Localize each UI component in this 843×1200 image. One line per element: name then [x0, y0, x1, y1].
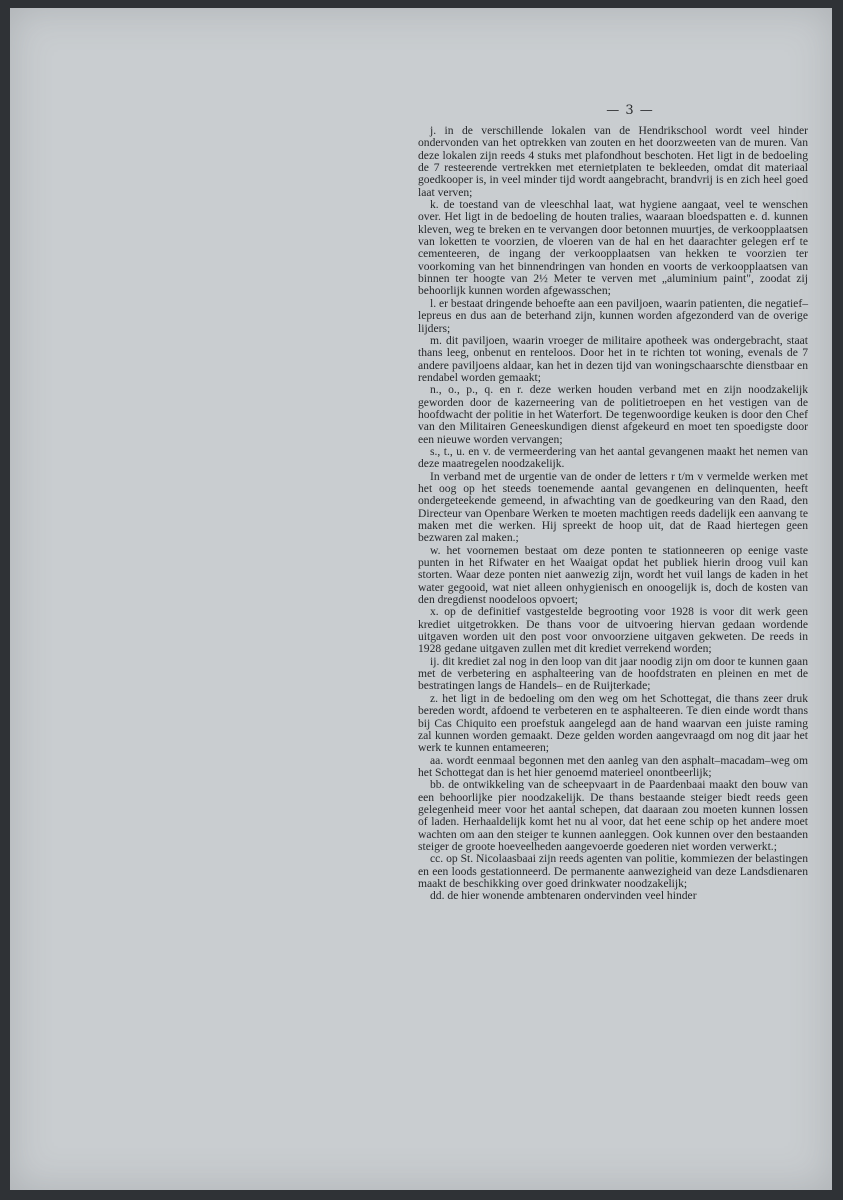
text-column	[418, 125, 808, 903]
paragraph-w: w. het voornemen bestaat om deze ponten te stationneeren op eenige vaste punten in het Rifwater en het Waaigat opdat het publiek hierin droog vuil kan storten. Waar deze ponten niet aanwezig zijn, wordt het vuil langs de kaden in het water gegooid, wat niet alleen onhygienisch en onoogelijk is, doch de kosten van den dregdienst noodeloos opvoert;	[418, 543, 808, 607]
paragraph-j: j. in de verschillende lokalen van de Hendrikschool wordt veel hinder ondervonden van het optrekken van zouten en het doorzweeten van de muren. Van deze lokalen zijn reeds 4 stuks met plafondhout beschoten. Het ligt in de bedoeling de 7 resteerende vertrekken met eternietplaten te bekleeden, omdat dit materiaal goedkooper is, in veel minder tijd wordt aangebracht, brandvrij is en zich heel goed laat verven;	[418, 124, 808, 199]
paragraph-ij: ij. dit krediet zal nog in den loop van dit jaar noodig zijn om door te kunnen gaan met de verbetering en asphalteering van de hoofdstraten en pleinen en met de bestratingen langs de Handels– en de Ruijterkade;	[418, 654, 808, 693]
paragraph-cc: cc. op St. Nicolaasbaai zijn reeds agenten van politie, kommiezen der belastingen en een loods gestationneerd. De permanente aanwezigheid van deze Landsdienaren maakt de beschikking over goed drinkwater noodzakelijk;	[418, 852, 808, 890]
paragraph-k: k. de toestand van de vleeschhal laat, wat hygiene aangaat, veel te wenschen over. Het ligt in de bedoeling de houten tralies, waaraan bloedspatten e. d. kunnen kleven, weg te breken en te vervangen door betonnen muurtjes, de verkoopplaatsen van loketten te voorzien, de vloeren van de hal en het daarachter gelegen erf te cementeeren, de ingang der verkoopplaatsen van hekken te voorzien ter voorkoming van het binnendringen van honden en voorts de verkoopplaatsen van binnen ter hoogte van 2½ Meter te verven met „aluminium paint", zoodat zij behoorlijk kunnen worden afgewasschen;	[418, 198, 808, 298]
document-page	[10, 8, 832, 1190]
paragraph-aa: aa. wordt eenmaal begonnen met den aanleg van den asphalt–macadam–weg om het Schottegat dan is het hier genoemd materieel onontbeerlijk;	[418, 753, 808, 779]
paragraph-n-r: n., o., p., q. en r. deze werken houden verband met en zijn noodzakelijk geworden door de kazerneering van de politietroepen en het vestigen van de hoofdwacht der politie in het Waterfort. De tegenwoordige keuken is door den Chef van den Militairen Geneeskundigen dienst afgekeurd en moet ten spoedigste door een nieuwe worden vervangen;	[418, 383, 808, 446]
paragraph-s-v: s., t., u. en v. de vermeerdering van het aantal gevangenen maakt het nemen van deze maatregelen noodzakelijk.	[418, 444, 808, 471]
paragraph-bb: bb. de ontwikkeling van de scheepvaart in de Paardenbaai maakt den bouw van een behoorlijke pier noodzakelijk. De thans bestaande steiger biedt reeds geen gelegenheid meer voor het aantal schepen, dat daaraan zou moeten kunnen lossen of laden. Herhaaldelijk komt het nu al voor, dat het eene schip op het andere moet wachten om aan den steiger te kunnen aanleggen. Ook kunnen over den bestaanden steiger de groote hoeveelheden aangevoerde goederen niet worden verwerkt.;	[418, 778, 808, 853]
paragraph-urgentie: In verband met de urgentie van de onder de letters r t/m v vermelde werken met het oog op het steeds toenemende aantal gevangenen en delinquenten, heeft ondergeteekende gemeend, in afwachting van de goedkeuring van den Raad, den Directeur van Openbare Werken te moeten machtigen reeds dadelijk een aanvang te maken met die werken. Hij spreekt de hoop uit, dat de Raad hiertegen geen bezwaren zal maken.;	[418, 469, 808, 545]
paragraph-m: m. dit paviljoen, waarin vroeger de militaire apotheek was ondergebracht, staat thans leeg, onbenut en renteloos. Door het in te richten tot woning, evenals de 7 andere paviljoens aldaar, kan het in dezen tijd van woningschaarschte dienstbaar en rendabel worden gemaakt;	[418, 333, 808, 384]
paragraph-dd: dd. de hier wonende ambtenaren ondervinden veel hinder	[430, 889, 697, 903]
paragraph-z: z. het ligt in de bedoeling om den weg om het Schottegat, die thans zeer druk bereden wordt, afdoend te verbeteren en te asphalteeren. Te dien einde wordt thans bij Cas Chiquito een proefstuk aangelegd aan de hand waarvan een juiste raming zal kunnen worden gemaakt. Deze gelden worden aangevraagd om nog dit jaar het werk te kunnen entameeren;	[418, 691, 808, 755]
page-number: — 3 —	[606, 103, 654, 118]
paragraph-x: x. op de definitief vastgestelde begrooting voor 1928 is voor dit werk geen krediet uitgetrokken. De thans voor de uitvoering hiervan gedaan wordende uitgaven worden uit den post voor onvoorziene uitgaven gekweten. De reeds in 1928 gedane uitgaven zullen met dit krediet verrekend worden;	[418, 605, 808, 656]
paragraph-l: l. er bestaat dringende behoefte aan een paviljoen, waarin patienten, die negatief–lepreus en dus aan de beterhand zijn, kunnen worden afgezonderd van de overige lijders;	[418, 296, 808, 335]
